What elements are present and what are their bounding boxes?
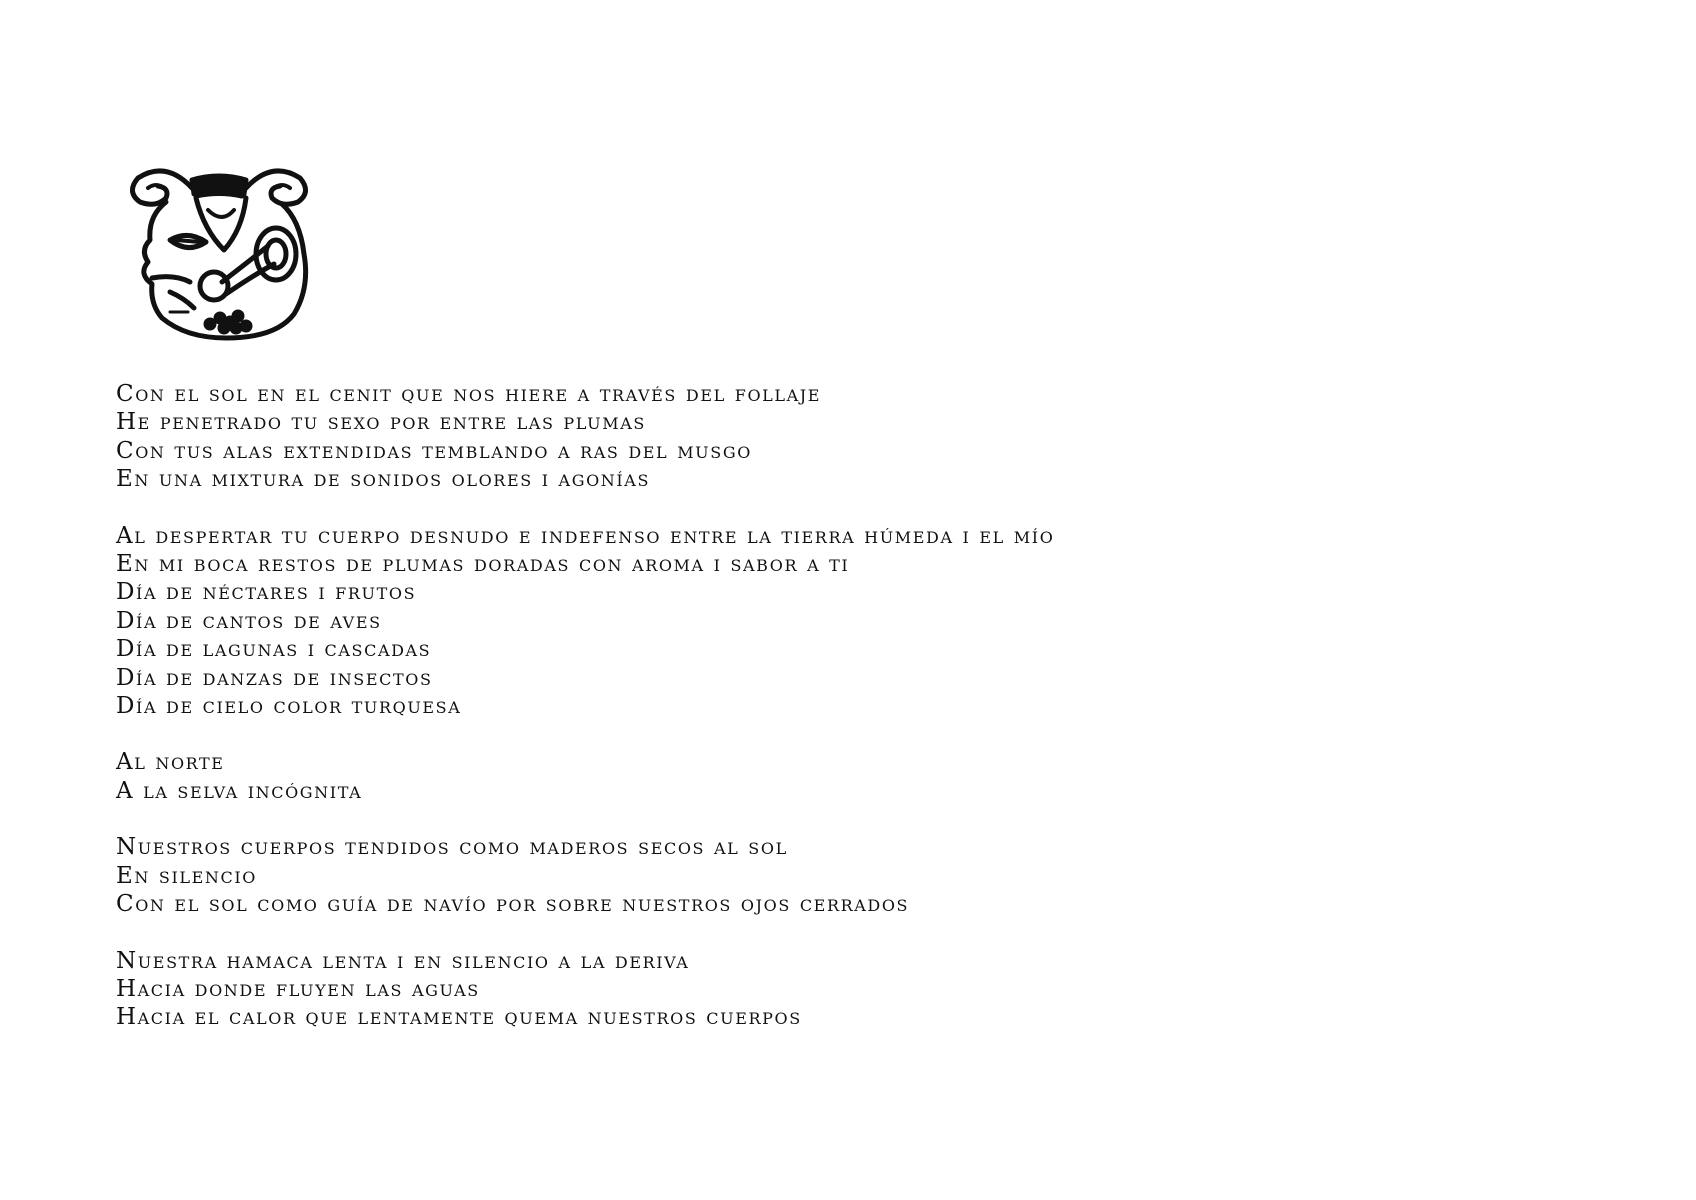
poem-line: Día de cielo color turquesa	[116, 693, 462, 720]
poem-line: He penetrado tu sexo por entre las plumas	[116, 409, 646, 436]
poem-line: En silencio	[116, 862, 257, 889]
poem-line: En mi boca restos de plumas doradas con aroma i sabor a ti	[116, 551, 850, 578]
poem-line: Con el sol como guía de navío por sobre nuestros ojos cerrados	[116, 891, 910, 918]
poem-line: Nuestra hamaca lenta i en silencio a la deriva	[116, 947, 690, 974]
stanza-5	[116, 947, 1516, 1032]
poem-line: Hacia el calor que lentamente quema nuestros cuerpos	[116, 1004, 802, 1031]
poem-line: Día de danzas de insectos	[116, 664, 433, 691]
poem-line: Con tus alas extendidas temblando a ras del musgo	[116, 437, 752, 464]
poem-line: Con el sol en el cenit que nos hiere a través del follaje	[116, 381, 822, 407]
stanza-3	[116, 748, 1516, 805]
stanza-4	[116, 833, 1516, 918]
poem-line: Día de lagunas i cascadas	[116, 636, 432, 663]
maya-glyph-head-icon	[126, 158, 312, 344]
poem-line: Al despertar tu cuerpo desnudo e indefenso entre la tierra húmeda i el mío	[116, 522, 1055, 549]
poem	[116, 380, 1516, 1060]
poem-line: A la selva incógnita	[116, 777, 363, 804]
poem-line: Día de cantos de aves	[116, 607, 382, 634]
stanza-1	[116, 380, 1516, 494]
poem-line: Al norte	[116, 749, 225, 776]
poem-line: En una mixtura de sonidos olores i agonías	[116, 466, 651, 493]
poem-line: Nuestros cuerpos tendidos como maderos secos al sol	[116, 834, 788, 861]
stanza-2	[116, 522, 1516, 721]
poem-line: Hacia donde fluyen las aguas	[116, 975, 480, 1002]
poem-line: Día de néctares i frutos	[116, 579, 417, 606]
